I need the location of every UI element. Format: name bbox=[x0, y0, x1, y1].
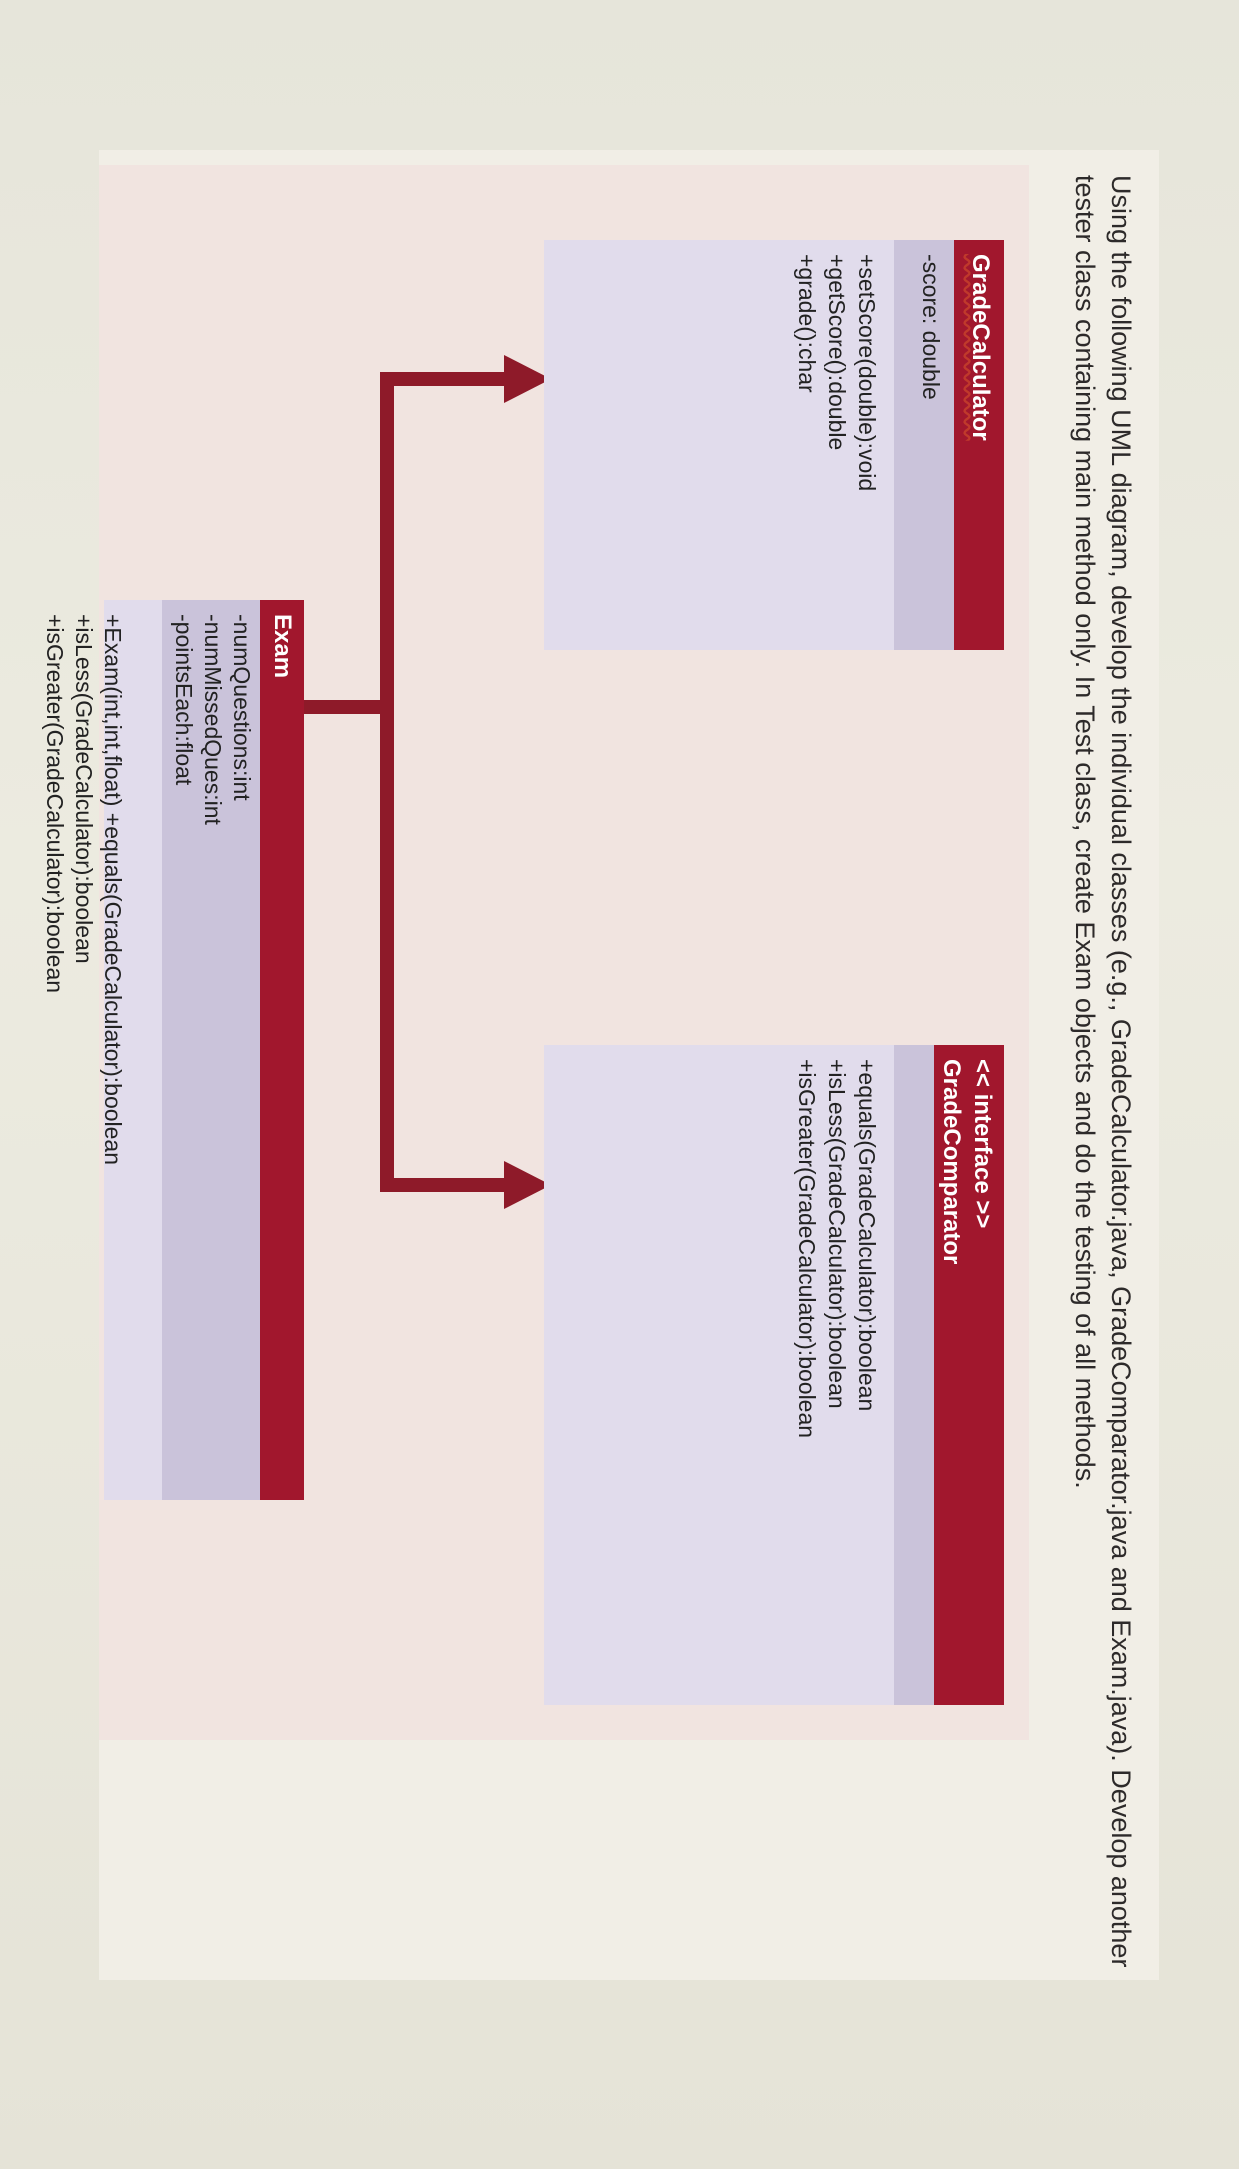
grade-comparator-stereotype: << interface >> bbox=[969, 1059, 996, 1229]
connector-right-drop bbox=[380, 1178, 504, 1192]
method-is-less: +isLess(GradeCalculator):boolean bbox=[824, 1059, 850, 1409]
attribute-num-questions: -numQuestions:int bbox=[229, 614, 255, 801]
method-exam-is-less: +isLess(GradeCalculator):boolean bbox=[71, 614, 97, 964]
attribute-points-each: -pointsEach:float bbox=[171, 614, 197, 786]
attribute-score: -score: double bbox=[918, 254, 944, 400]
connector-horizontal bbox=[380, 372, 394, 1192]
method-exam-is-greater: +isGreater(GradeCalculator):boolean bbox=[42, 614, 68, 994]
exam-attributes bbox=[162, 600, 260, 1500]
exam-class bbox=[104, 600, 304, 1500]
grade-calculator-attributes bbox=[894, 240, 954, 650]
grade-calculator-name: GradeCalculator bbox=[967, 254, 994, 441]
grade-comparator-attributes bbox=[894, 1045, 934, 1705]
method-set-score: +setScore(double):void bbox=[854, 254, 880, 492]
question-text: Using the following UML diagram, develop the individual classes (e.g., GradeCalculator.java, GradeComparator.java and Exam.java). Develop another tester class containing main method only. In Test class, create Exam objects and do the testing of all methods. bbox=[1070, 175, 1136, 1968]
grade-calculator-class bbox=[544, 240, 1004, 650]
method-equals: +equals(GradeCalculator):boolean bbox=[854, 1059, 880, 1412]
attribute-num-missed-ques: -numMissedQues:int bbox=[200, 614, 226, 825]
grade-comparator-class bbox=[544, 1045, 1004, 1705]
exam-name: Exam bbox=[269, 614, 296, 679]
grade-calculator-methods bbox=[544, 240, 894, 650]
method-get-score: +getScore():double bbox=[824, 254, 850, 451]
grade-comparator-name: GradeComparator bbox=[938, 1059, 965, 1265]
method-is-greater: +isGreater(GradeCalculator):boolean bbox=[794, 1059, 820, 1439]
connector-left-drop bbox=[380, 372, 504, 386]
method-grade: +grade():char bbox=[794, 254, 820, 393]
method-exam-constructor-equals: +Exam(int,int,float) +equals(GradeCalculator):boolean bbox=[100, 614, 126, 1166]
grade-comparator-methods bbox=[544, 1045, 894, 1705]
exam-methods-text bbox=[40, 614, 127, 1165]
grade-calculator-header bbox=[954, 240, 1004, 650]
exam-header bbox=[260, 600, 304, 1500]
grade-comparator-header bbox=[934, 1045, 1004, 1705]
